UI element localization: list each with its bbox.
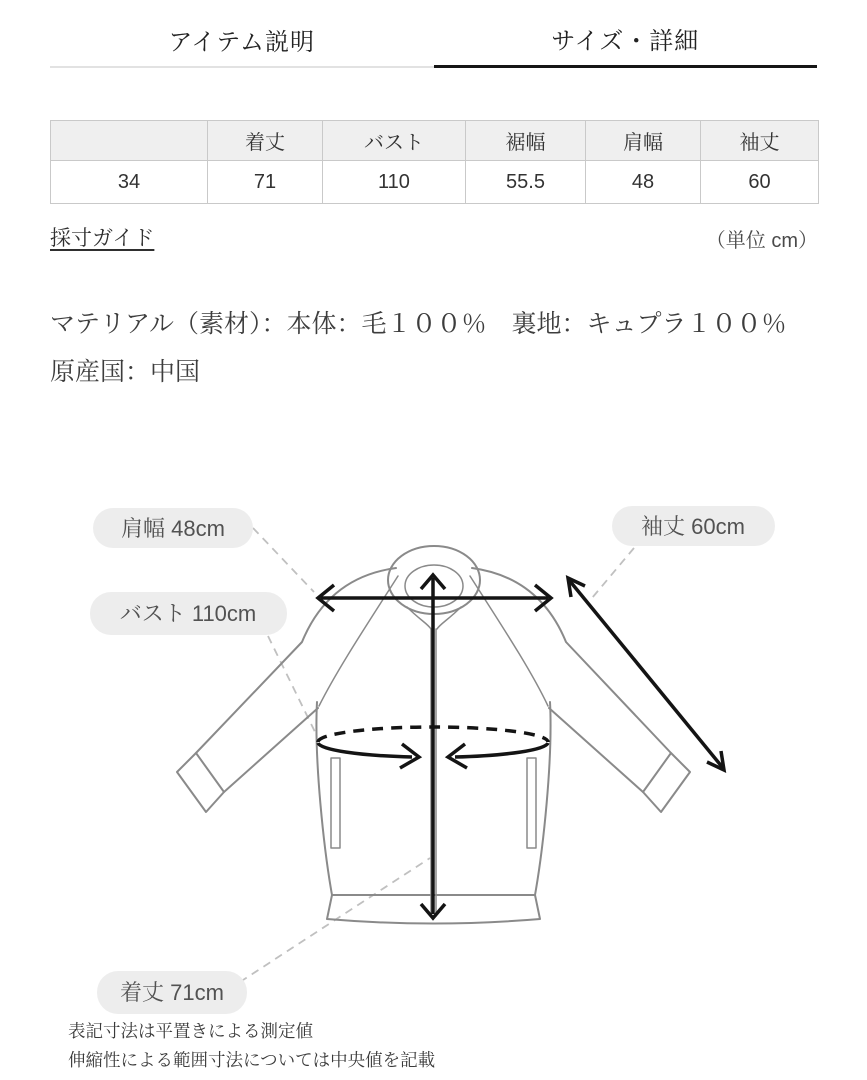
size-table-header-cell [51, 121, 208, 161]
measure-guide-link[interactable]: 採寸ガイド [50, 227, 155, 250]
material-block [50, 300, 820, 396]
material-line: マテリアル（素材）：本体：毛１００％ 裏地：キュプラ１００％ [50, 310, 787, 338]
connector-sleeve [592, 548, 634, 598]
size-value-cell: 34 [51, 161, 208, 204]
size-table-header-cell: 裾幅 [466, 121, 586, 161]
footnote-line: 伸縮性による範囲寸法については中央値を記載 [68, 1050, 436, 1070]
size-table-header-cell: 袖丈 [701, 121, 819, 161]
measure-arrows [318, 575, 724, 918]
tab-size-details[interactable]: サイズ・詳細 [434, 12, 818, 68]
right-pocket [527, 758, 536, 848]
collar-right-lapel [437, 607, 461, 629]
length-label: 着丈 71cm [120, 980, 224, 1005]
collar-left-lapel [407, 607, 431, 629]
size-value-cell: 55.5 [466, 161, 586, 204]
left-armhole-seam [319, 576, 398, 706]
origin-line: 原産国：中国 [50, 358, 201, 386]
size-table-row [51, 161, 819, 204]
footnote-line: 表記寸法は平置きによる測定値 [68, 1021, 313, 1041]
bust-arc-right [455, 743, 548, 757]
bust-arc-left [318, 743, 412, 757]
footnotes [68, 1017, 435, 1075]
sleeve-label: 袖丈 60cm [641, 514, 745, 539]
left-pocket [331, 758, 340, 848]
size-value-cell: 60 [701, 161, 819, 204]
right-cuff [643, 753, 690, 812]
right-armhole-seam [470, 576, 548, 706]
shoulder-label: 肩幅 48cm [121, 516, 225, 541]
right-sleeve-inner [549, 708, 643, 792]
size-table-header-cell: 肩幅 [586, 121, 701, 161]
jacket-diagram-svg [0, 480, 867, 1050]
left-sleeve-inner [224, 708, 318, 792]
bust-label: バスト 110cm [119, 601, 257, 626]
connector-shoulder [253, 528, 314, 592]
tab-item-description[interactable]: アイテム説明 [50, 12, 434, 68]
left-cuff [177, 753, 224, 812]
size-table [50, 120, 819, 204]
sleeve-arrow-line [569, 580, 723, 768]
body-right-side [535, 702, 551, 895]
size-value-cell: 71 [208, 161, 323, 204]
size-table-header-row [51, 121, 819, 161]
size-value-cell: 48 [586, 161, 701, 204]
measurement-diagram [0, 480, 867, 1050]
size-table-header-cell: バスト [323, 121, 466, 161]
size-value-cell: 110 [323, 161, 466, 204]
size-table-header-cell: 着丈 [208, 121, 323, 161]
unit-note: （単位 cm） [705, 230, 818, 252]
body-left-side [316, 702, 332, 895]
tab-bar [50, 12, 817, 68]
